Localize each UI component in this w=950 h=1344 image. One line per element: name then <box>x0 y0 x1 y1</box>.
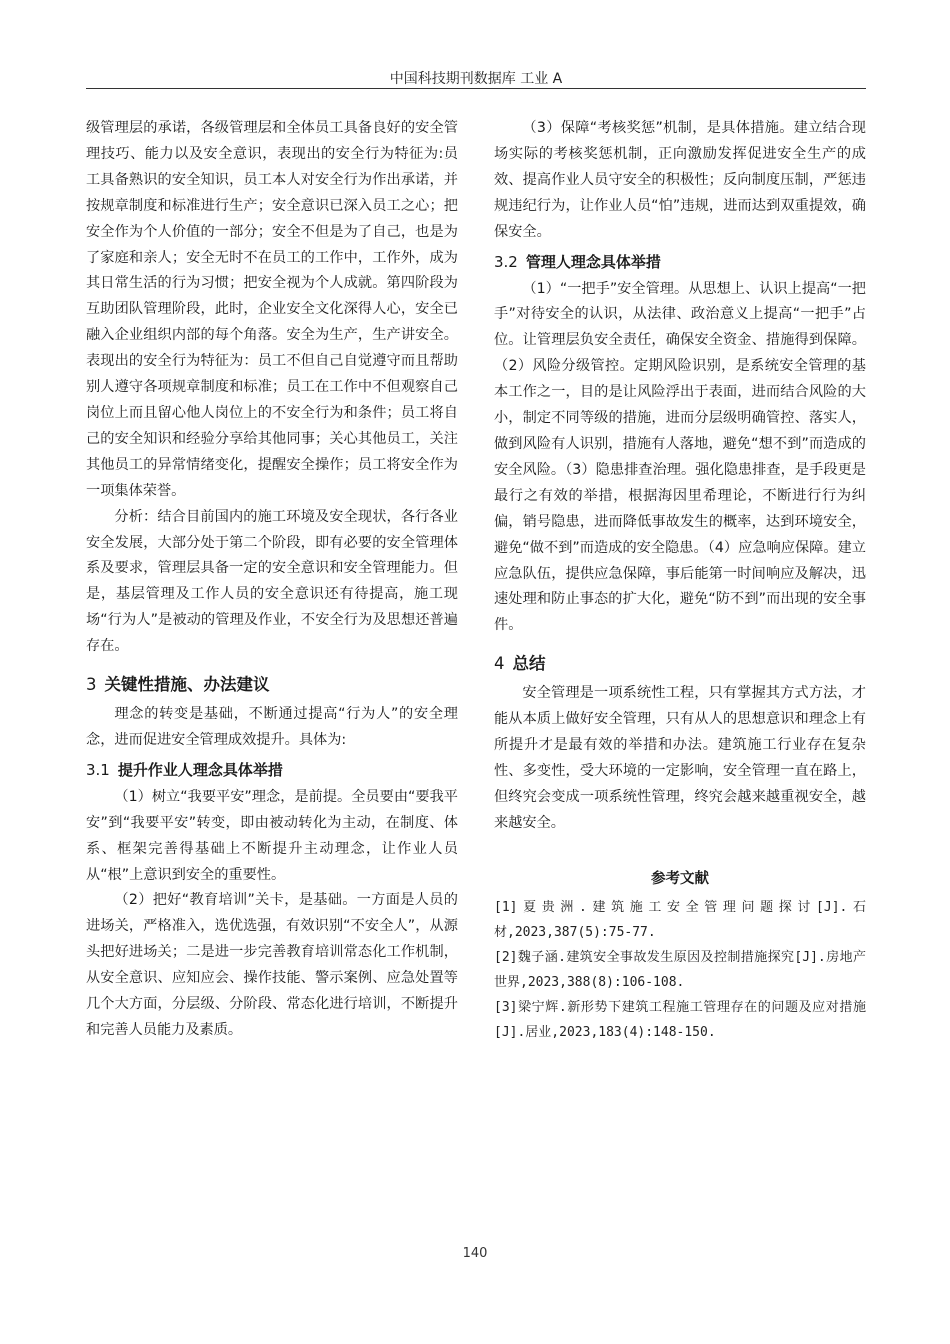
running-header: 中国科技期刊数据库 工业 A <box>389 71 563 87</box>
paragraph-continuation: 级管理层的承诺，各级管理层和全体员工具备良好的安全管理技巧、能力以及安全意识，表现出的安全行为特征为:员工具备熟识的安全知识，员工本人对安全行为作出承诺，并按规章制度和标准进行生产；安全意识已深入员工之心；把安全作为个人价值的一部分；安全不但是为了自己，也是为了家庭和亲人；安全无时不在员工的工作中，工作外，成为其日常生活的行为习惯；把安全视为个人成就。第四阶段为互助团队管理阶段，此时，企业安全文化深得人心，安全已融入企业组织内部的每个角落。安全为生产，生产讲安全。表现出的安全行为特征为：员工不但自己自觉遵守而且帮助别人遵守各项规章制度和标准；员工在工作中不但观察自己岗位上而且留心他人岗位上的不安全行为和条件；员工将自己的安全知识和经验分享给其他同事；关心其他员工，关注其他员工的异常情绪变化，提醒安全操作；员工将安全作为一项集体荣誉。 <box>86 120 458 499</box>
section-4-number: 4 <box>494 654 505 674</box>
reference-item: [3]梁宁辉.新形势下建筑工程施工管理存在的问题及应对措施[J].居业,2023,183(4):148-150. <box>494 999 866 1040</box>
page-number: 140 <box>462 1246 488 1261</box>
left-column <box>86 116 458 1044</box>
paragraph-analysis: 分析：结合目前国内的施工环境及安全现状，各行各业安全发展，大部分处于第二个阶段，即有必要的安全管理体系及要求，管理层具备一定的安全意识和安全管理能力。但是，基层管理及工作人员的安全意识还有待提高，施工现场“行为人”是被动的管理及作业，不安全行为及思想还普遍存在。 <box>86 508 458 655</box>
section-3-heading <box>86 672 458 698</box>
paragraph-3-2: （1）“一把手”安全管理。从思想上、认识上提高“一把手”对待安全的认识，从法律、政治意义上提高“一把手”占位。让管理层负安全责任，确保安全资金、措施得到保障。（2）风险分级管控。定期风险识别，是系统安全管理的基本工作之一，目的是让风险浮出于表面，进而结合风险的大小，制定不同等级的措施，进而分层级明确管控、落实人，做到风险有人识别，措施有人落地，避免“想不到”而造成的安全风险。（3）隐患排查治理。强化隐患排查，是手段更是最行之有效的举措，根据海因里希理论，不断进行行为纠偏，销号隐患，进而降低事故发生的概率，达到环境安全，避免“做不到”而造成的安全隐患。（4）应急响应保障。建立应急队伍，提供应急保障，事后能第一时间响应及解决，迅速处理和防止事态的扩大化，避免“防不到”而出现的安全事件。 <box>494 280 866 634</box>
section-4-heading <box>494 651 866 677</box>
section-3-2-heading <box>494 249 866 275</box>
section-3-title: 关键性措施、办法建议 <box>104 675 270 695</box>
section-3-2-number: 3.2 <box>494 252 518 271</box>
paragraph-3-1-item-1: （1）树立“我要平安”理念，是前提。全员要由“要我平安”到“我要平安”转变，即由被动转化为主动，在制度、体系、框架完善得基础上不断提升主动理念，让作业人员从“根”上意识到安全的重要性。 <box>86 788 458 883</box>
reference-item: [1]夏贵洲.建筑施工安全管理问题探讨[J].石材,2023,387(5):75-77. <box>494 899 866 940</box>
section-3-1-heading <box>86 757 458 783</box>
section-4-title: 总结 <box>512 654 546 674</box>
section-3-1-number: 3.1 <box>86 760 110 779</box>
section-3-1-title: 提升作业人理念具体举措 <box>117 760 283 779</box>
paragraph-section-3-intro: 理念的转变是基础，不断通过提高“行为人”的安全理念，进而促进安全管理成效提升。具体为: <box>86 706 458 748</box>
paragraph-section-4: 安全管理是一项系统性工程，只有掌握其方式方法，才能从本质上做好安全管理，只有从人的思想意识和理念上有所提升才是最有效的举措和办法。建筑施工行业存在复杂性、多变性，受大环境的一定影响，安全管理一直在路上，但终究会变成一项系统性管理，终究会越来越重视安全，越来越安全。 <box>494 685 866 831</box>
paragraph-3-1-item-2: （2）把好“教育培训”关卡，是基础。一方面是人员的进场关，严格准入，选优选强，有效识别“不安全人”，从源头把好进场关；二是进一步完善教育培训常态化工作机制，从安全意识、应知应会、操作技能、警示案例、应急处置等几个大方面，分层级、分阶段、常态化进行培训，不断提升和完善人员能力及素质。 <box>86 892 458 1038</box>
section-3-number: 3 <box>86 675 97 695</box>
header-rule <box>86 88 866 89</box>
references-heading: 参考文献 <box>651 870 709 887</box>
paragraph-3-1-item-3: （3）保障“考核奖惩”机制，是具体措施。建立结合现场实际的考核奖惩机制，正向激励发挥促进安全生产的成效、提高作业人员守安全的积极性；反向制度压制，严惩违规违纪行为，让作业人员“怕”违规，进而达到双重提效，确保安全。 <box>494 120 866 240</box>
reference-item: [2]魏子涵.建筑安全事故发生原因及控制措施探究[J].房地产世界,2023,388(8):106-108. <box>494 949 866 990</box>
section-3-2-title: 管理人理念具体举措 <box>525 252 661 271</box>
right-column <box>494 116 866 1045</box>
